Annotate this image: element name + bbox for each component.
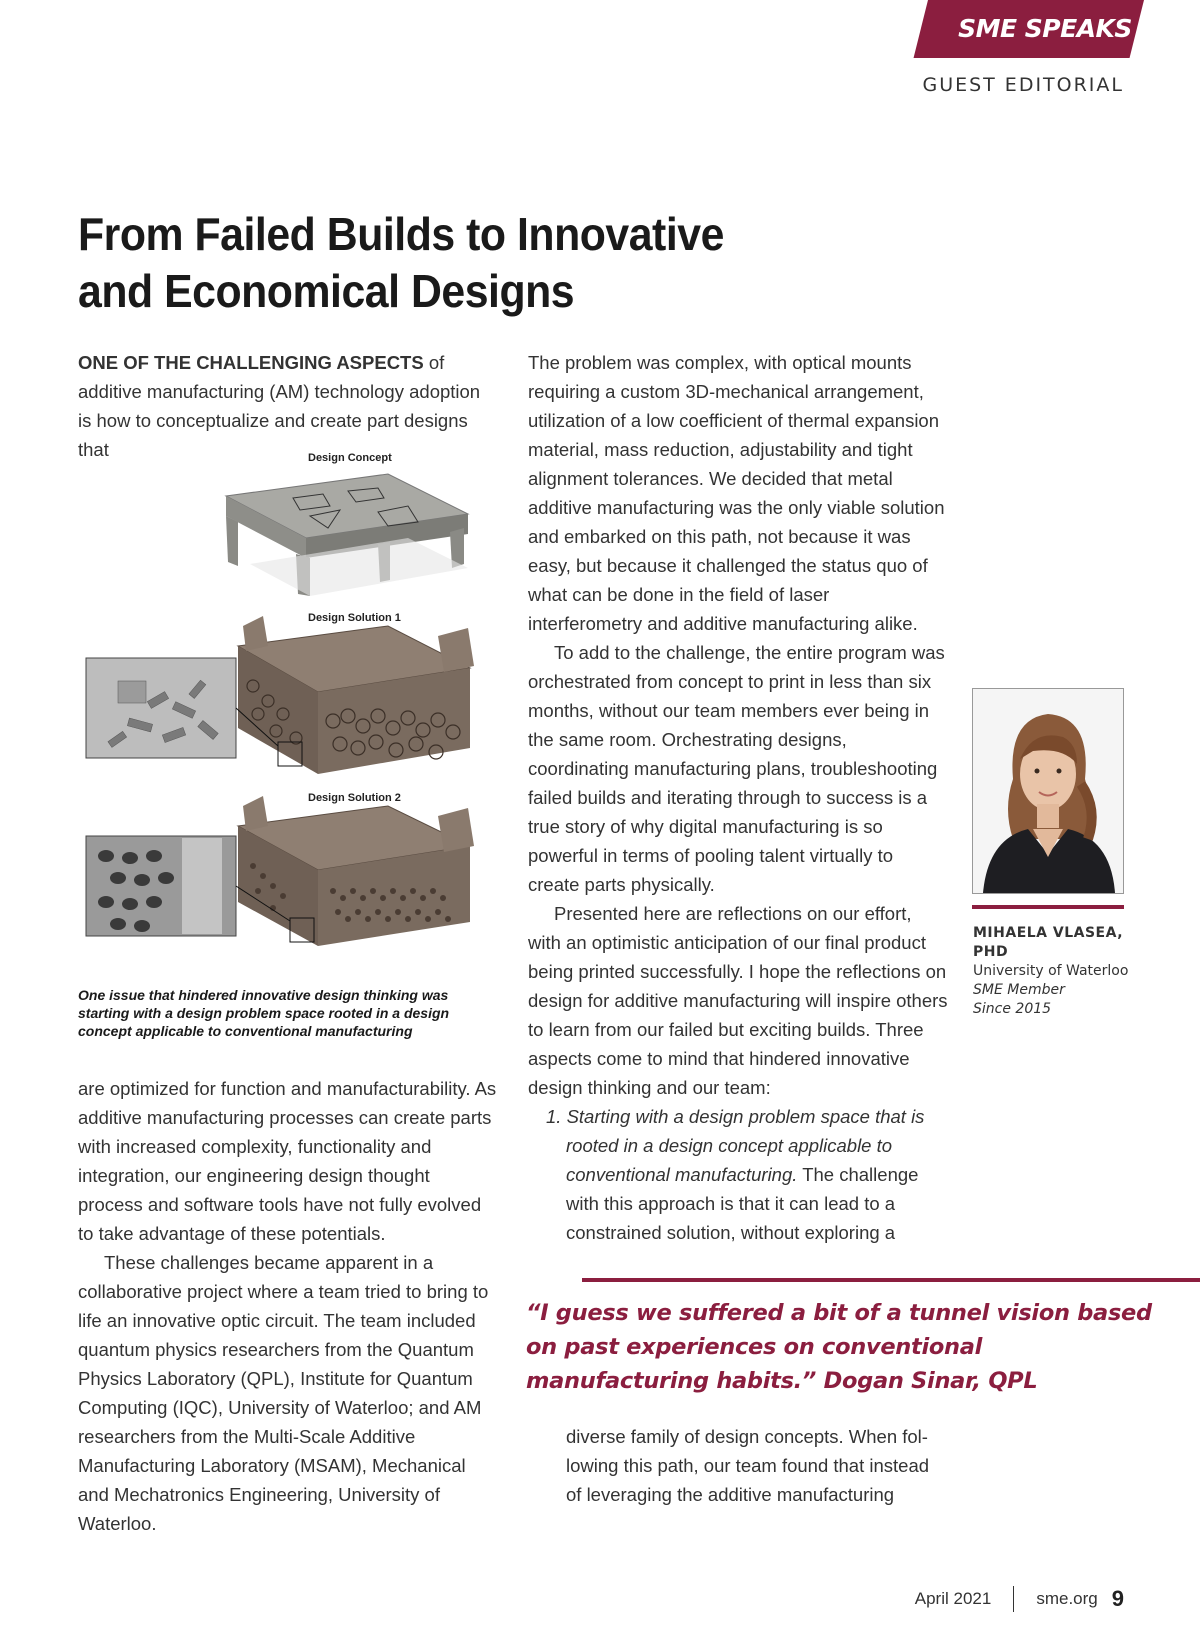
author-bio xyxy=(973,924,1143,1019)
page-footer xyxy=(915,1586,1124,1612)
label-design-concept: Design Concept xyxy=(308,452,392,464)
paragraph-col2-1: The problem was complex, with optical mounts requiring a custom 3D-mechanical arrangement, utilization of a low coefficient of thermal expansion material, mass reduction, adjustability and tight alignment tolerances. We decided that metal additive manufacturing was the only viable solution and embarked on this path, not because it was easy, but because it challenged the status quo of what can be done in the field of laser interferometry and additive manufacturing alike. xyxy=(528,352,945,634)
pullquote: “I guess we suffered a bit of a tunnel vision based on past experiences on conventional manufacturing habits.” Dogan Sinar, QPL xyxy=(526,1300,1152,1394)
list-item-1-continued: diverse family of design concepts. When fol-lowing this path, our team found that instead of leveraging the additive manufacturing xyxy=(566,1426,930,1505)
author-affiliation: University of Waterloo xyxy=(973,963,1129,979)
column-1-body xyxy=(78,1074,498,1538)
article-title xyxy=(78,206,729,320)
pullquote-divider xyxy=(582,1278,1200,1282)
design-figure xyxy=(78,446,498,966)
list-item-1 xyxy=(528,1102,948,1247)
author-since: Since 2015 xyxy=(973,1001,1052,1017)
column-2-continued xyxy=(528,1422,948,1509)
title-line-1: From Failed Builds to Innovative xyxy=(78,208,724,260)
lead-in: ONE OF THE CHALLENGING ASPECTS xyxy=(78,352,424,373)
author-name: MIHAELA VLASEA, PHD xyxy=(973,925,1124,960)
label-design-solution-1: Design Solution 1 xyxy=(308,612,401,624)
paragraph-col1-2: These challenges became apparent in a collaborative project where a team tried to bring to life an innovative optic circuit. The team included quantum physics researchers from the Quantum Physics Laboratory (QPL), Institute for Quantum Computing (IQC), University of Waterloo; and AM researchers from the Multi-Scale Additive Manufacturing Laboratory (MSAM), Mechanical and Mechatronics Engineering, University of Waterloo. xyxy=(78,1252,489,1534)
site-link[interactable]: sme.org xyxy=(1036,1589,1098,1608)
author-portrait-icon xyxy=(973,689,1123,893)
page-number: 9 xyxy=(1111,1586,1124,1611)
header-tag: SME SPEAKS xyxy=(958,14,1132,43)
list-item-1-italic: 1. Starting with a design problem space that is rooted in a design concept applicable to conventional manufacturing. xyxy=(546,1106,925,1185)
paragraph-col2-3: Presented here are reflections on our effort, with an optimistic anticipation of our final product being printed successfully. I hope the reflections on design for additive manufacturing will inspire others to learn from our failed but exciting builds. Three aspects come to mind that hindered innovative design thinking and our team: xyxy=(528,903,948,1098)
paragraph-col1-1: are optimized for function and manufacturability. As additive manufacturing processes can create parts with increased complexity, functionality and integration, our engineering design thought process and software tools have not fully evolved to take advantage of these potentials. xyxy=(78,1078,497,1244)
author-member: SME Member xyxy=(973,982,1065,998)
section-label: GUEST EDITORIAL xyxy=(922,74,1124,96)
design-solution-1-render xyxy=(238,616,474,774)
lead-text: of additive manufacturing (AM) technology adoption is how to conceptualize and create part designs that xyxy=(78,352,481,460)
issue-date: April 2021 xyxy=(914,1589,992,1608)
design-illustration xyxy=(78,446,498,966)
footer-separator xyxy=(1013,1586,1014,1612)
label-design-solution-2: Design Solution 2 xyxy=(308,792,401,804)
list-item-1-text: The challenge with this approach is that it can lead to a constrained solution, without exploring a xyxy=(566,1164,919,1243)
author-photo xyxy=(972,688,1124,894)
design-concept-render xyxy=(226,474,468,596)
title-line-2: and Economical Designs xyxy=(78,265,575,317)
design-solution-2-render xyxy=(238,796,474,946)
figure-caption: One issue that hindered innovative design thinking was starting with a design problem space rooted in a design concept applicable to conventional manufacturing xyxy=(78,987,450,1039)
inset-photo-1 xyxy=(86,658,236,758)
column-2-body xyxy=(528,348,948,1247)
author-divider xyxy=(972,905,1124,909)
paragraph-col2-2: To add to the challenge, the entire program was orchestrated from concept to print in less than six months, without our team members ever being in the same room. Orchestrating designs, coordinating manufacturing plans, troubleshooting failed builds and iterating through to success is a true story of why digital manufacturing is so powerful in terms of pooling talent virtually to create parts physically. xyxy=(528,642,945,895)
